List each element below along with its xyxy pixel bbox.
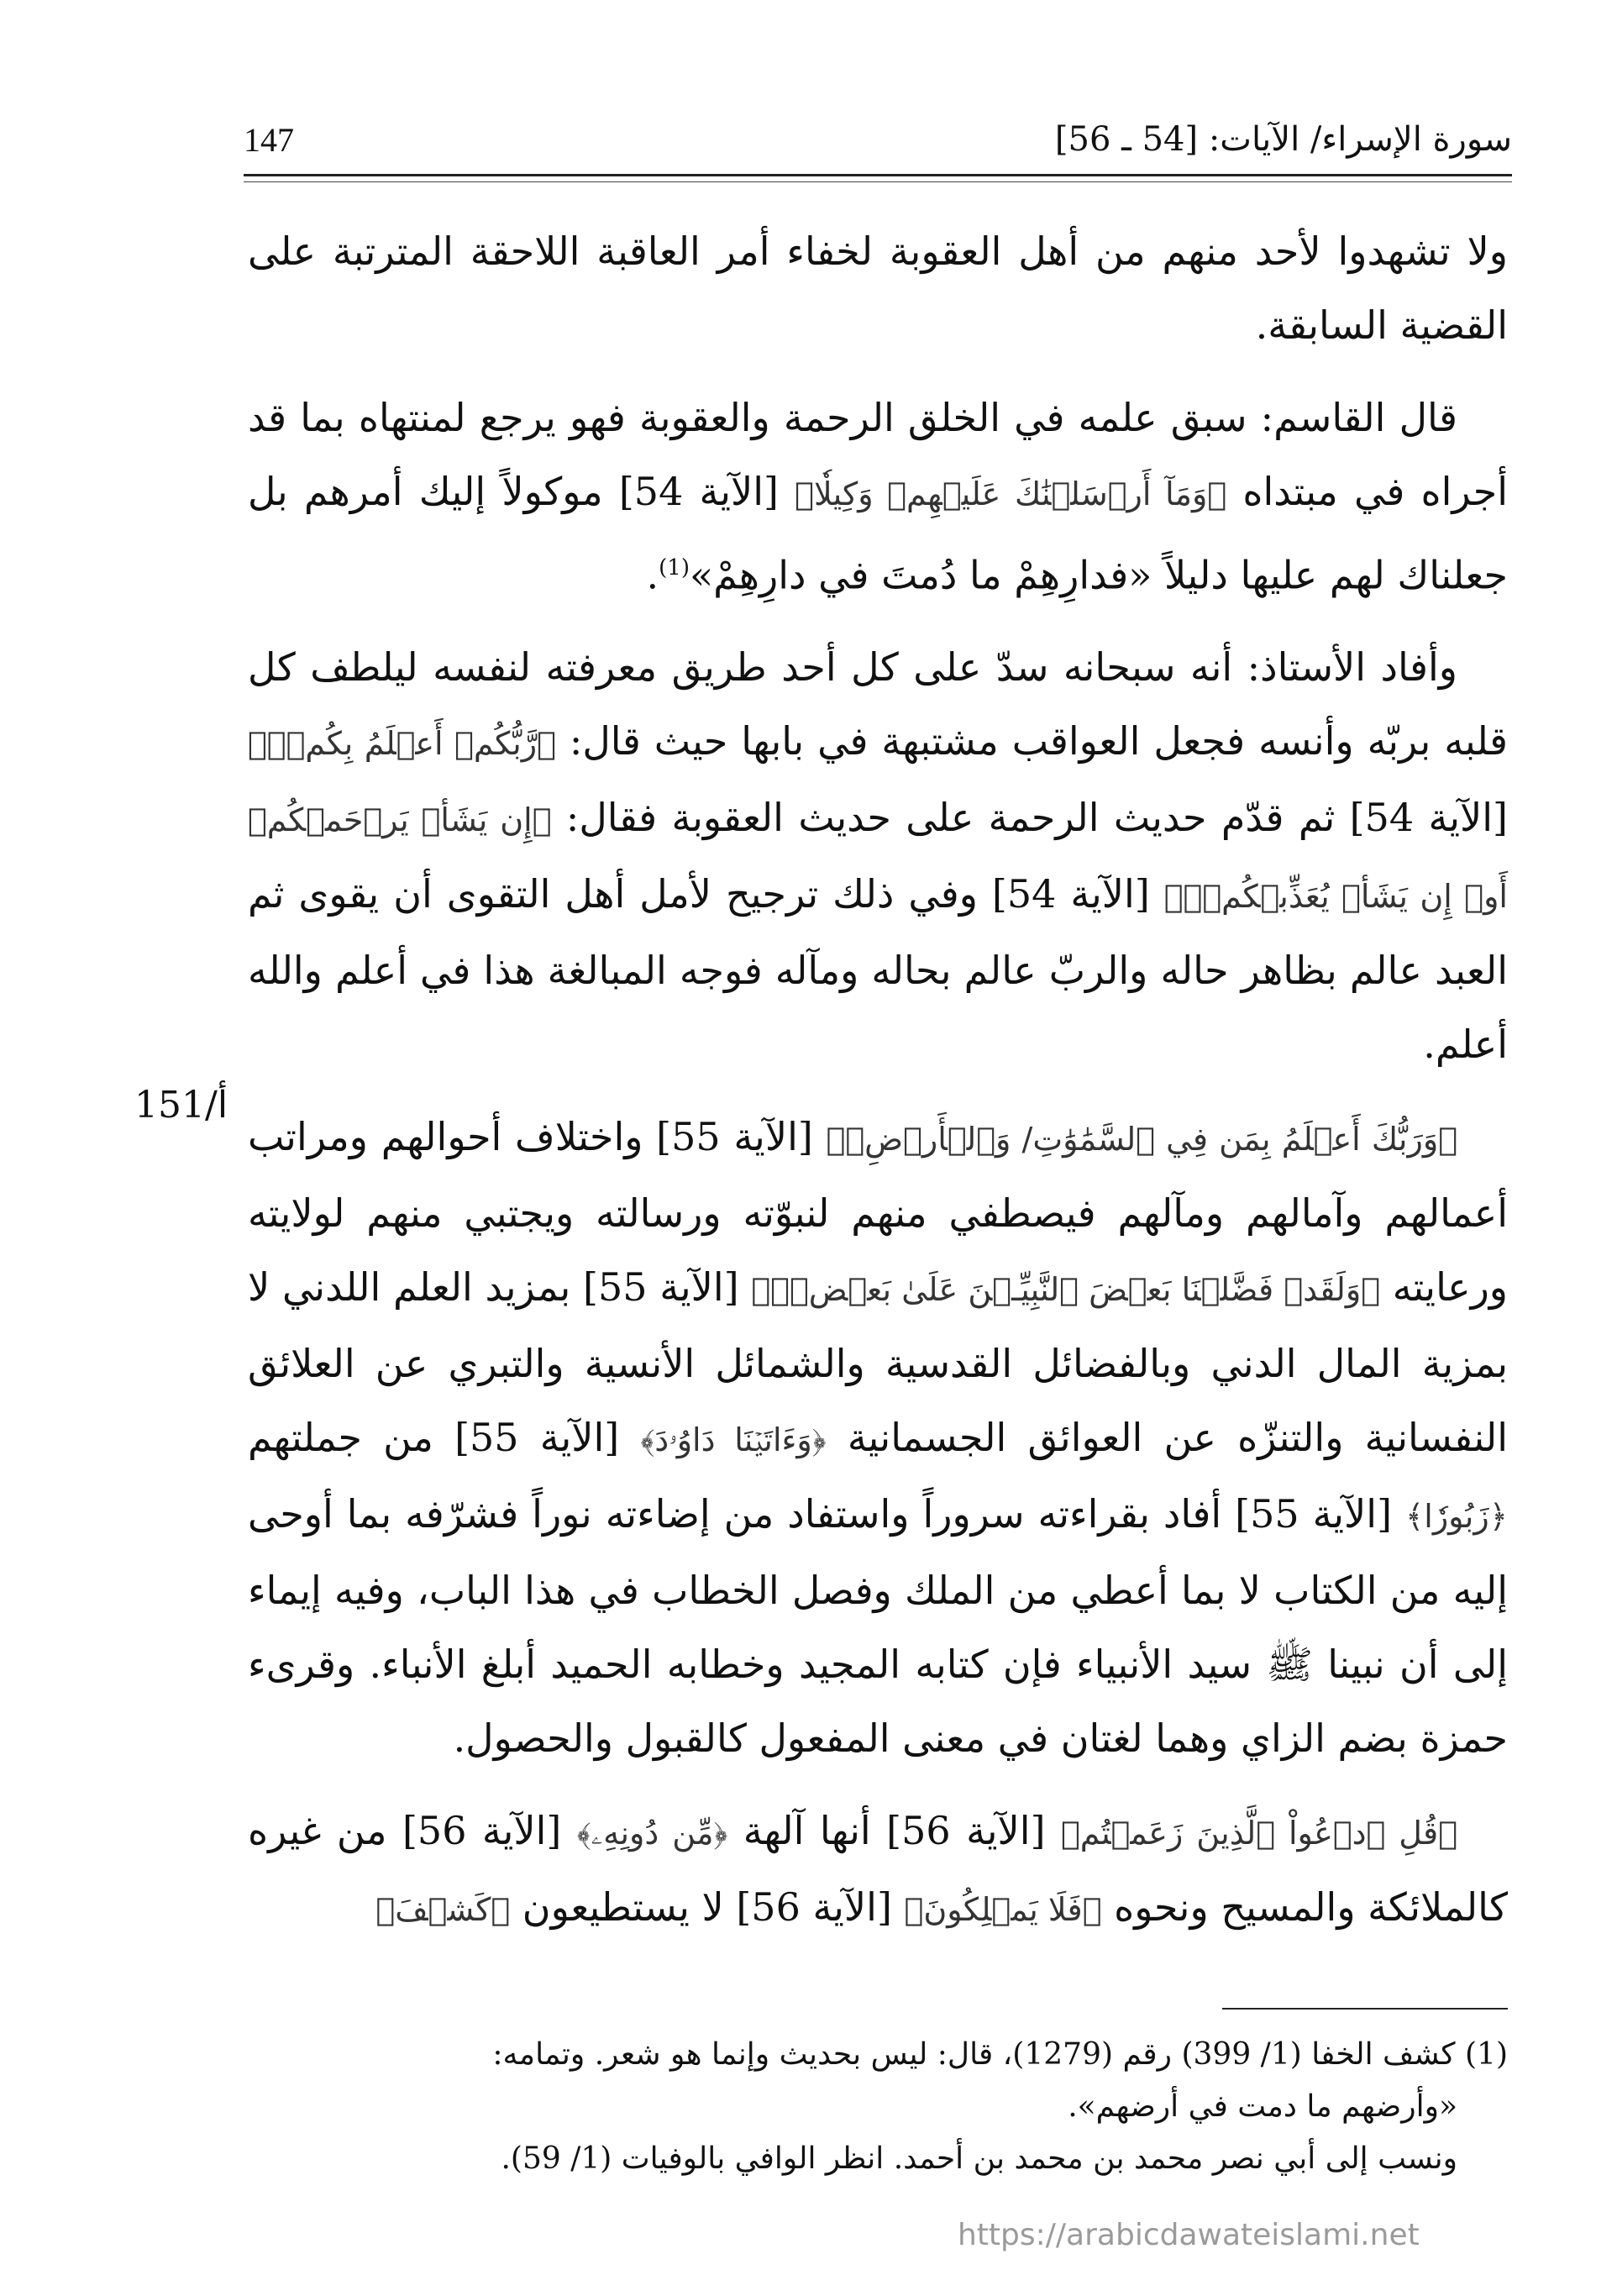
paragraph-5-text-b: [الآية 56] من غيره كالملائكة والمسيح ونحوه (248, 1808, 1508, 1931)
paragraph-2-text-a: قال القاسم: سبق علمه في الخلق الرحمة والعقوبة فهو يرجع لمنتهاه بما قد أجراه في مبتداه (248, 395, 1508, 514)
watermark-url: https://arabicdawateislami.net (958, 2218, 1420, 2252)
margin-folio-note: 151/أ (134, 1084, 228, 1127)
quran-verse: ﴿وَرَبُّكَ أَعۡلَمُ بِمَن فِي ٱلسَّمَٰوَٰتِ/ وَٱلۡأَرۡضِۗ﴾ (826, 1121, 1457, 1159)
page-number: 147 (244, 121, 294, 159)
main-text (248, 214, 1508, 1965)
quran-verse: ﴿وَءَاتَيۡنَا دَاوُۥدَ﴾ (640, 1421, 827, 1459)
footnote-marker[interactable]: (1) (659, 555, 690, 581)
paragraph-5 (248, 1794, 1508, 1947)
quran-verse: ﴿مِّن دُونِهِۦ﴾ (576, 1815, 728, 1852)
footnotes (248, 2029, 1508, 2185)
paragraph-4-text-d: [الآية 55] أفاد بقراءته سروراً واستفاد من إضاءته نوراً فشرّفه بما أوحى إليه من الكتاب لا بما أعطي من الملك وفصل الخطاب في هذا الباب، وفيه إيماء إلى أن نبينا ﷺ سيد الأنبياء فإن كتابه المجيد وخطابه الحميد أبلغ الأنباء. وقرىء حمزة بضم الزاي وهما لغتان في معنى المفعول كالقبول والحصول. (248, 1491, 1508, 1762)
paragraph-2 (248, 381, 1508, 612)
paragraph-3-text-c: [الآية 54] وفي ذلك ترجيح لأمل أهل التقوى أن يقوى ثم العبد عالم بظاهر حاله والربّ عالم بحاله ومآله فوجه المبالغة هذا في أعلم والله أعلم. (248, 871, 1508, 1068)
quran-verse: ﴿زَبُورٗا﴾ (1405, 1498, 1508, 1536)
quran-verse: ﴿فَلَا يَمۡلِكُونَ﴾ (904, 1891, 1102, 1929)
header-rule (244, 174, 1512, 176)
quran-verse: ﴿كَشۡفَ﴾ (375, 1891, 511, 1929)
paragraph-3-text-a: وأفاد الأستاذ: أنه سبحانه سدّ على كل أحد طريق معرفته لنفسه ليلطف كل قلبه بربّه وأنسه فجعل العواقب مشتبهة في بابها حيث قال: (248, 644, 1508, 764)
paragraph-5-text-a: [الآية 56] أنها آلهة (727, 1808, 1061, 1854)
quran-verse: ﴿إِن يَشَأۡ يَرۡحَمۡكُمۡ أَوۡ إِن يَشَأۡ يُعَذِّبۡكُمۡۚ﴾ (248, 801, 1508, 916)
quran-verse: ﴿وَلَقَدۡ فَضَّلۡنَا بَعۡضَ ٱلنَّبِيِّـۧنَ عَلَىٰ بَعۡضٖۖ﴾ (751, 1271, 1381, 1309)
footnote-line: (1) كشف الخفا (1/ 399) رقم (1279)، قال: ليس بحديث وإنما هو شعر. وتمامه: (492, 2037, 1508, 2072)
running-header (244, 113, 1512, 164)
quran-verse: ﴿رَّبُّكُمۡ أَعۡلَمُ بِكُمۡۖ﴾ (248, 725, 556, 763)
paragraph-1-text: ولا تشهدوا لأحد منهم من أهل العقوبة لخفاء أمر العاقبة اللاحقة المترتبة على القضية السابقة. (248, 229, 1508, 348)
paragraph-4 (248, 1100, 1508, 1775)
quran-verse: ﴿وَمَآ أَرۡسَلۡنَٰكَ عَلَيۡهِمۡ وَكِيلٗا﴾ (795, 475, 1227, 512)
footnote-line: ونسب إلى أبي نصر محمد بن محمد بن أحمد. انظر الوافي بالوفيات (1/ 59). (501, 2141, 1457, 2176)
paragraph-4-text-a: [الآية 55] واختلاف أحوالهم ومراتب أعمالهم وآمالهم ومآلهم فيصطفي منهم لنبوّته ورسالته ويجتبي منهم لولايته ورعايته (248, 1114, 1509, 1311)
paragraph-1 (248, 214, 1508, 362)
header-title: سورة الإسراء/ الآيات: [54 ـ 56] (1054, 120, 1512, 159)
paragraph-4-text-c: [الآية 55] من جملتهم (248, 1415, 641, 1461)
quran-verse: ﴿قُلِ ٱدۡعُواْ ٱلَّذِينَ زَعَمۡتُم﴾ (1060, 1815, 1458, 1852)
header-rule-thin (244, 181, 1512, 182)
paragraph-4-text-b: [الآية 55] بمزيد العلم اللدني لا بمزية المال الدني وبالفضائل القدسية والشمائل الأنسية والتبري عن العلائق النفسانية والتنزّه عن العوائق الجسمانية (248, 1264, 1508, 1461)
paragraph-5-text-c: [الآية 56] لا يستطيعون (510, 1884, 905, 1931)
footnote-separator (1222, 2008, 1508, 2010)
paragraph-3-text-b: [الآية 54] ثم قدّم حديث الرحمة على حديث العقوبة فقال: (551, 795, 1508, 841)
paragraph-2-text-b: [الآية 54] موكولاً إليك أمرهم بل جعلناك لهم عليها دليلاً «فدارِهِمْ ما دُمتَ في دارِهِمْ» (248, 469, 1508, 598)
paragraph-2-end: . (646, 552, 659, 598)
footnote-line: «وأرضهم ما دمت في أرضهم». (1068, 2089, 1457, 2124)
paragraph-3 (248, 630, 1508, 1081)
